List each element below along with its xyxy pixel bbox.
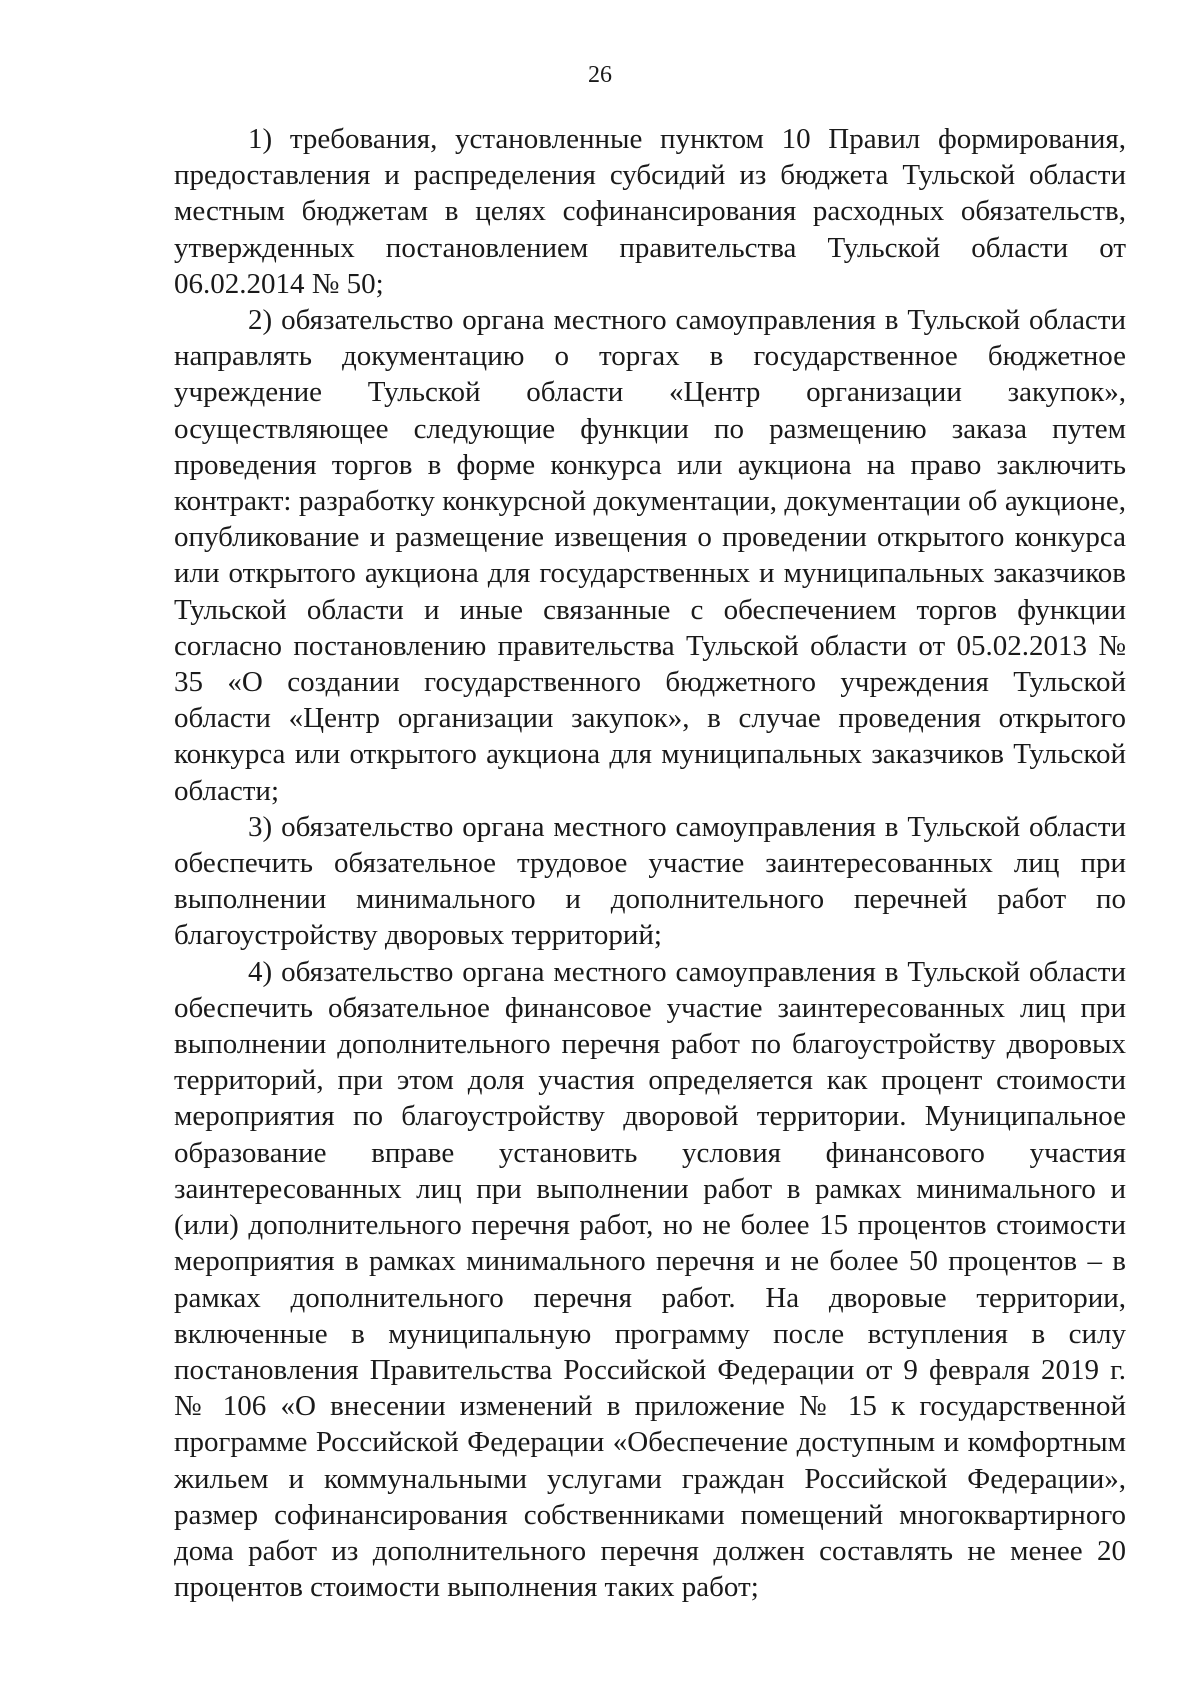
paragraph-item-4: 4) обязательство органа местного самоуправления в Тульской области обеспечить обязательное финансовое участие заинтересованных лиц при выполнении дополнительного перечня работ по благоустройству дворовых территорий, при этом доля участия определяется как процент стоимости мероприятия по благоустройству дворовой территории. Муниципальное образование вправе установить условия финансового участия заинтересованных лиц при выполнении работ в рамках минимального и (или) дополнительного перечня работ, но не более 15 процентов стоимости мероприятия в рамках минимального перечня и не более 50 процентов – в рамках дополнительного перечня работ. На дворовые территории, включенные в муниципальную программу после вступления в силу постановления Правительства Российской Федерации от 9 февраля 2019 г. № 106 «О внесении изменений в приложение № 15 к государственной программе Российской Федерации «Обеспечение доступным и комфортным жильем и коммунальными услугами граждан Российской Федерации», размер софинансирования собственниками помещений многоквартирного дома работ из дополнительного перечня должен составлять не менее 20 процентов стоимости выполнения таких работ;	[174, 955, 1126, 1604]
paragraph-item-3: 3) обязательство органа местного самоуправления в Тульской области обеспечить обязательное трудовое участие заинтересованных лиц при выполнении минимального и дополнительного перечней работ по благоустройству дворовых территорий;	[174, 810, 1126, 952]
page-number: 26	[588, 62, 612, 88]
document-body	[174, 121, 1126, 1605]
paragraph-item-1: 1) требования, установленные пунктом 10 Правил формирования, предоставления и распределения субсидий из бюджета Тульской области местным бюджетам в целях софинансирования расходных обязательств, утвержденных постановлением правительства Тульской области от 06.02.2014 № 50;	[174, 123, 1126, 300]
paragraph-item-2: 2) обязательство органа местного самоуправления в Тульской области направлять документацию о торгах в государственное бюджетное учреждение Тульской области «Центр организации закупок», осуществляющее следующие функции по размещению заказа путем проведения торгов в форме конкурса или аукциона на право заключить контракт: разработку конкурсной документации, документации об аукционе, опубликование и размещение извещения о проведении открытого конкурса или открытого аукциона для государственных и муниципальных заказчиков Тульской области и иные связанные с обеспечением торгов функции согласно постановлению правительства Тульской области от 05.02.2013 № 35 «О создании государственного бюджетного учреждения Тульской области «Центр организации закупок», в случае проведения открытого конкурса или открытого аукциона для муниципальных заказчиков Тульской области;	[174, 304, 1126, 807]
